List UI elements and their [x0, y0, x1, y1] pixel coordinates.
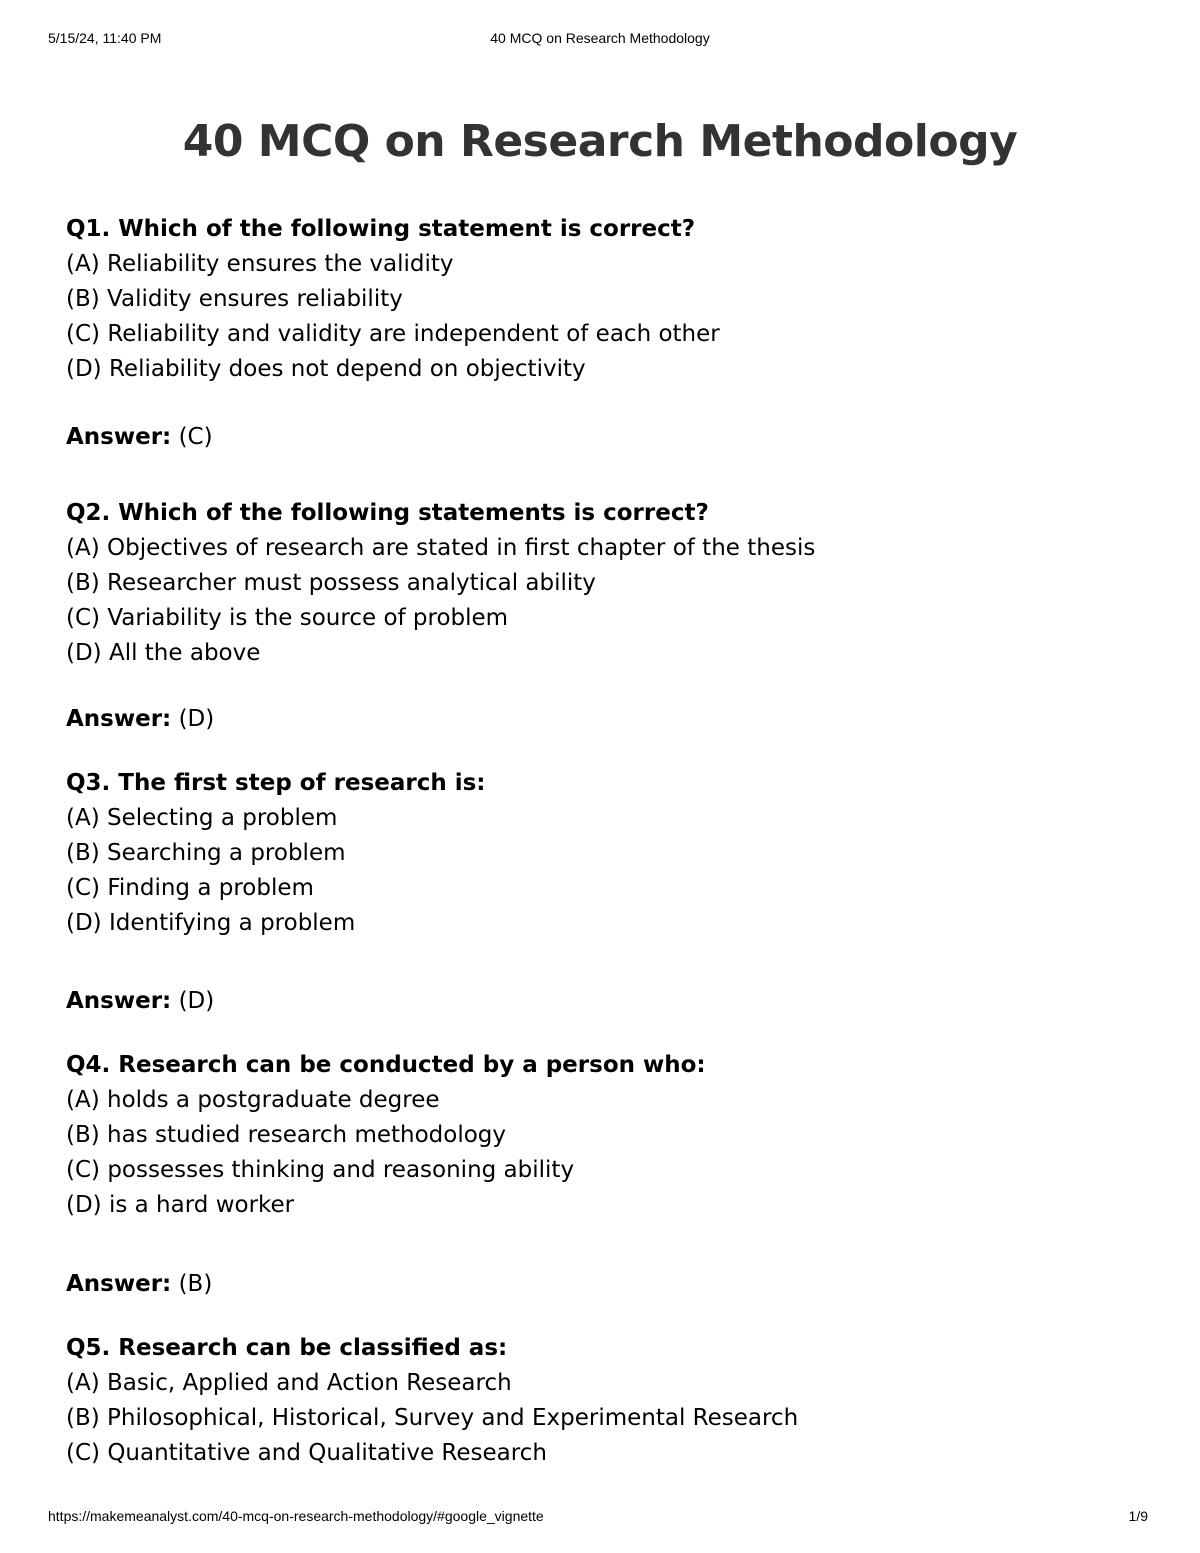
option-b: (B) Validity ensures reliability: [66, 286, 403, 312]
option-b: (B) has studied research methodology: [66, 1122, 507, 1148]
option-a: (A) Basic, Applied and Action Research: [66, 1370, 512, 1396]
option-a: (A) holds a postgraduate degree: [66, 1087, 440, 1113]
option-d: (D) Reliability does not depend on objectivity: [66, 356, 586, 382]
option-c: (C) Quantitative and Qualitative Research: [66, 1440, 547, 1466]
answer-label: Answer:: [66, 706, 172, 732]
question-title: Q1. Which of the following statement is correct?: [66, 216, 696, 242]
option-d: (D) All the above: [66, 640, 261, 666]
option-b: (B) Philosophical, Historical, Survey and Experimental Research: [66, 1405, 799, 1431]
page-number: 1/9: [1128, 1508, 1148, 1524]
option-c: (C) Variability is the source of problem: [66, 605, 509, 631]
print-datetime: 5/15/24, 11:40 PM: [48, 30, 162, 46]
option-b: (B) Researcher must possess analytical ability: [66, 570, 596, 596]
print-title: 40 MCQ on Research Methodology: [490, 30, 710, 46]
option-d: (D) is a hard worker: [66, 1192, 295, 1218]
answer-3: [66, 984, 214, 1019]
answer-value: (D): [178, 706, 215, 732]
question-4: [66, 1048, 706, 1223]
answer-1: [66, 420, 213, 455]
print-url: https://makemeanalyst.com/40-mcq-on-research-methodology/#google_vignette: [48, 1508, 544, 1524]
answer-label: Answer:: [66, 1271, 172, 1297]
answer-label: Answer:: [66, 988, 172, 1014]
option-a: (A) Selecting a problem: [66, 805, 338, 831]
option-c: (C) possesses thinking and reasoning ability: [66, 1157, 575, 1183]
answer-value: (B): [178, 1271, 213, 1297]
answer-label: Answer:: [66, 424, 172, 450]
answer-2: [66, 702, 214, 737]
print-header: [0, 30, 1200, 48]
question-5: [66, 1331, 798, 1471]
option-a: (A) Objectives of research are stated in first chapter of the thesis: [66, 535, 816, 561]
question-title: Q3. The first step of research is:: [66, 770, 486, 796]
option-c: (C) Reliability and validity are independent of each other: [66, 321, 720, 347]
question-title: Q4. Research can be conducted by a person who:: [66, 1052, 706, 1078]
option-a: (A) Reliability ensures the validity: [66, 251, 454, 277]
question-title: Q2. Which of the following statements is correct?: [66, 500, 709, 526]
question-1: [66, 212, 720, 387]
question-3: [66, 766, 486, 941]
print-footer: [0, 1508, 1200, 1526]
option-b: (B) Searching a problem: [66, 840, 346, 866]
question-title: Q5. Research can be classified as:: [66, 1335, 508, 1361]
answer-4: [66, 1267, 212, 1302]
answer-value: (C): [178, 424, 213, 450]
question-2: [66, 496, 815, 671]
answer-value: (D): [178, 988, 215, 1014]
option-c: (C) Finding a problem: [66, 875, 314, 901]
option-d: (D) Identifying a problem: [66, 910, 356, 936]
page-title: 40 MCQ on Research Methodology: [182, 116, 1018, 167]
